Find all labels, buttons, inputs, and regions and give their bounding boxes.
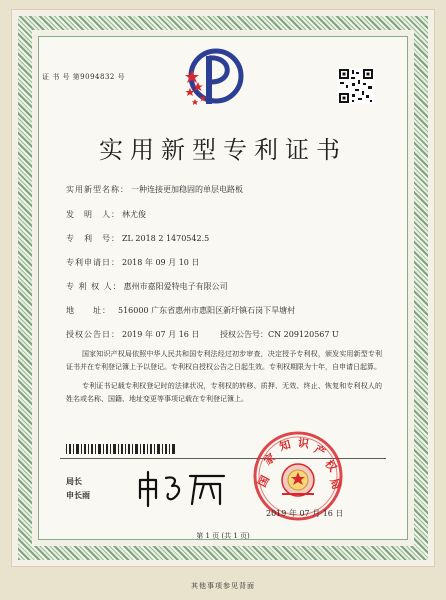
grant-paragraph: 国家知识产权局依照中华人民共和国专利法经过初步审查，决定授予专利权，颁发实用新型专利证书并在专利登记簿上予以登记。专利权自授权公告之日起生效。专利权期限为十年，自申请日起算。 bbox=[66, 350, 382, 371]
page-number: 第 1 页 (共 1 页) bbox=[196, 532, 250, 540]
field-label: 专 利 号： bbox=[66, 234, 120, 243]
announce-date: 2019 年 07 月 16 日 bbox=[122, 330, 200, 339]
patentee-name: 惠州市嘉阳爱特电子有限公司 bbox=[123, 282, 228, 291]
utility-model-name-row bbox=[66, 184, 243, 195]
inventor-row bbox=[66, 209, 146, 220]
svg-text:局: 局 bbox=[327, 476, 344, 492]
patent-number-row bbox=[66, 233, 209, 244]
patentee-row bbox=[66, 281, 228, 292]
field-label: 实用新型名称： bbox=[66, 185, 129, 194]
director-name: 申长雨 bbox=[66, 490, 90, 500]
svg-text:权: 权 bbox=[322, 457, 340, 475]
field-label: 授权公告号： bbox=[220, 330, 268, 339]
seal-date: 2019 年 07 月 16 日 bbox=[266, 509, 344, 518]
announce-number: CN 209120567 U bbox=[268, 330, 339, 339]
handwritten-signature-icon bbox=[134, 468, 230, 508]
page-title: 实用新型专利证书 bbox=[99, 136, 347, 164]
svg-text:识: 识 bbox=[297, 436, 310, 451]
certificate-number: 证 书 号 第9094832 号 bbox=[42, 73, 126, 81]
announce-date-row bbox=[66, 329, 199, 340]
qr-code-icon bbox=[338, 68, 374, 104]
registration-paragraph: 专利证书记载专利权登记时的法律状况，专利权的转移、质押、无效、终止、恢复和专利权人的姓名或名称、国籍、地址变更等事项记载在专利登记簿上。 bbox=[66, 382, 382, 403]
barcode-icon bbox=[66, 444, 176, 454]
svg-text:产: 产 bbox=[311, 442, 328, 460]
svg-text:家: 家 bbox=[261, 450, 279, 468]
field-label: 专利申请日： bbox=[66, 258, 120, 267]
announce-number-row bbox=[220, 329, 339, 340]
field-label: 授权公告日： bbox=[66, 330, 120, 339]
director-title: 局长 bbox=[66, 476, 82, 486]
filing-date: 2018 年 09 月 10 日 bbox=[122, 258, 200, 267]
utility-model-name: 一种连接更加稳固的单层电路板 bbox=[131, 185, 243, 194]
footer-note: 其他事项参见背面 bbox=[191, 582, 255, 590]
field-label: 地 址： bbox=[66, 306, 111, 315]
address-row bbox=[66, 305, 295, 316]
inventor-name: 林尤俊 bbox=[122, 210, 146, 219]
patent-number: ZL 2018 2 1470542.5 bbox=[122, 234, 210, 243]
field-label: 发 明 人： bbox=[66, 210, 120, 219]
svg-text:知: 知 bbox=[278, 437, 293, 454]
svg-text:国: 国 bbox=[255, 473, 273, 490]
cnipa-logo-icon bbox=[176, 40, 254, 116]
field-label: 专 利 权 人： bbox=[66, 282, 122, 291]
address: 516000 广东省惠州市惠阳区新圩镇石岗下旱塘村 bbox=[118, 306, 296, 315]
filing-date-row bbox=[66, 257, 199, 268]
